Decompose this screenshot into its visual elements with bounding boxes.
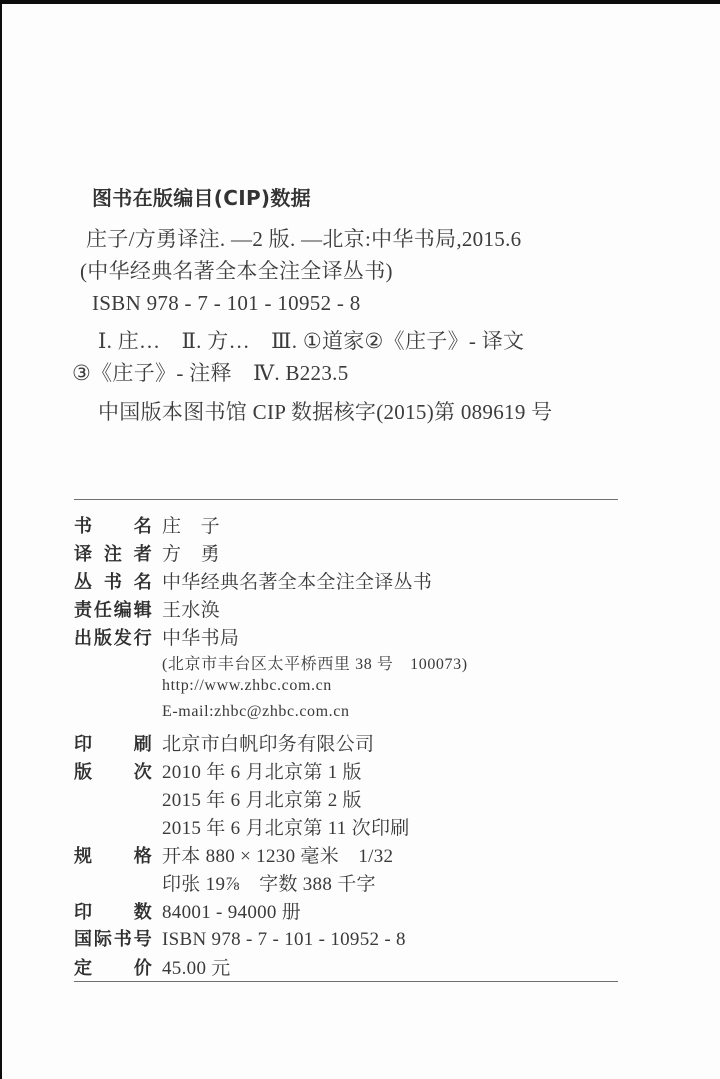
row-label: 印刷: [74, 734, 152, 755]
row-label: 国际书号: [74, 929, 152, 950]
table-row-publisher-url: [74, 677, 654, 703]
row-label: 规格: [74, 846, 152, 867]
row-value: ISBN 978 - 7 - 101 - 10952 - 8: [162, 929, 406, 950]
row-value: 中华经典名著全本全注全译丛书: [162, 572, 433, 593]
row-label: 出版发行: [74, 628, 152, 649]
cip-classification-line-1: Ⅰ. 庄… Ⅱ. 方… Ⅲ. ①道家②《庄子》- 译文: [98, 329, 525, 353]
row-value: 45.00 元: [162, 958, 231, 979]
table-row: [74, 567, 654, 595]
table-row: [74, 623, 654, 651]
cip-title-line: 庄子/方勇译注. —2 版. —北京:中华书局,2015.6: [86, 227, 522, 251]
table-row: [74, 925, 654, 953]
row-label: 责任编辑: [74, 600, 152, 621]
colophon-table: [74, 511, 654, 981]
row-label: 印数: [74, 902, 152, 923]
table-row: [74, 813, 654, 841]
table-row-publisher-email: [74, 703, 654, 729]
row-value: 北京市白帆印务有限公司: [162, 734, 375, 755]
row-value: 庄 子: [162, 516, 220, 537]
row-value: 开本 880 × 1230 毫米 1/32: [162, 846, 394, 867]
table-row: [74, 785, 654, 813]
row-value: 2010 年 6 月北京第 1 版: [162, 762, 362, 783]
row-label: 丛书名: [74, 572, 152, 593]
cip-registration-line: 中国版本图书馆 CIP 数据核字(2015)第 089619 号: [98, 400, 553, 424]
cip-heading: 图书在版编目(CIP)数据: [92, 186, 311, 210]
cip-isbn-line: ISBN 978 - 7 - 101 - 10952 - 8: [92, 291, 361, 315]
row-value: (北京市丰台区太平桥西里 38 号 100073): [162, 656, 468, 673]
table-row: [74, 897, 654, 925]
row-value: 方 勇: [162, 544, 220, 565]
table-row-publisher-address: [74, 651, 654, 677]
row-value: http://www.zhbc.com.cn: [162, 677, 332, 694]
row-value: 84001 - 94000 册: [162, 902, 302, 923]
row-label: 定价: [74, 958, 152, 979]
table-row: [74, 539, 654, 567]
cip-series-line: (中华经典名著全本全注全译丛书): [80, 259, 393, 283]
row-label: 书名: [74, 516, 152, 537]
row-value: E-mail:zhbc@zhbc.com.cn: [162, 703, 350, 720]
divider-rule-top: [74, 499, 618, 500]
table-row: [74, 511, 654, 539]
table-row: [74, 595, 654, 623]
cip-classification-line-2: ③《庄子》- 注释 Ⅳ. B223.5: [72, 361, 349, 385]
table-row: [74, 757, 654, 785]
row-value: 王水涣: [162, 600, 220, 621]
table-row: [74, 953, 654, 981]
row-value: 2015 年 6 月北京第 2 版: [162, 790, 362, 811]
row-label: 版次: [74, 762, 152, 783]
table-row: [74, 841, 654, 869]
row-label: 译注者: [74, 544, 152, 565]
cip-data-block: [72, 182, 652, 428]
divider-rule-bottom: [74, 981, 618, 982]
row-value: 中华书局: [162, 628, 240, 649]
table-row: [74, 729, 654, 757]
row-value: 2015 年 6 月北京第 11 次印刷: [162, 818, 410, 839]
table-row: [74, 869, 654, 897]
row-value: 印张 19⅞ 字数 388 千字: [162, 874, 376, 895]
